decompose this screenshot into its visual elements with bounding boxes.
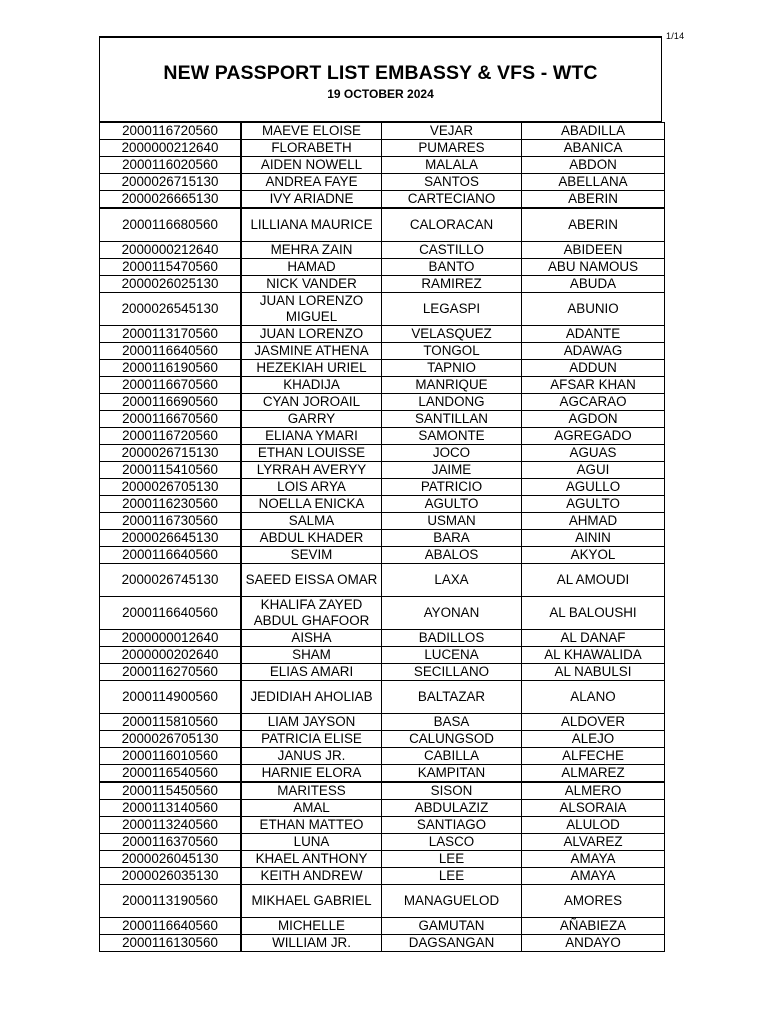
last-name-cell: AKYOL bbox=[522, 547, 665, 564]
middle-name-cell: ABALOS bbox=[382, 547, 522, 564]
table-row bbox=[100, 293, 665, 326]
table-row bbox=[100, 428, 665, 445]
passport-number-cell: 2000115470560 bbox=[100, 259, 242, 276]
last-name-cell: AGREGADO bbox=[522, 428, 665, 445]
passport-number-cell: 2000116230560 bbox=[100, 496, 242, 513]
last-name-cell: ALEJO bbox=[522, 731, 665, 748]
passport-number-cell: 2000116020560 bbox=[100, 157, 242, 174]
table-row bbox=[100, 157, 665, 174]
middle-name-cell: BARA bbox=[382, 530, 522, 547]
last-name-cell: ALMAREZ bbox=[522, 765, 665, 783]
passport-number-cell: 2000116670560 bbox=[100, 377, 242, 394]
middle-name-cell: SANTOS bbox=[382, 174, 522, 191]
passport-number-cell: 2000116730560 bbox=[100, 513, 242, 530]
first-name-cell: IVY ARIADNE bbox=[241, 191, 382, 209]
last-name-cell: ABIDEEN bbox=[522, 242, 665, 259]
first-name-cell: SEVIM bbox=[241, 547, 382, 564]
last-name-cell: ALVAREZ bbox=[522, 834, 665, 851]
table-row bbox=[100, 597, 665, 630]
middle-name-cell: DAGSANGAN bbox=[382, 935, 522, 952]
middle-name-cell: LUCENA bbox=[382, 647, 522, 664]
table-row bbox=[100, 664, 665, 681]
table-row bbox=[100, 326, 665, 343]
passport-number-cell: 2000116130560 bbox=[100, 935, 242, 952]
last-name-cell: ALSORAIA bbox=[522, 800, 665, 817]
middle-name-cell: LASCO bbox=[382, 834, 522, 851]
middle-name-cell: AGULTO bbox=[382, 496, 522, 513]
last-name-cell: ABUNIO bbox=[522, 293, 665, 326]
last-name-cell: AL AMOUDI bbox=[522, 564, 665, 597]
passport-number-cell: 2000026705130 bbox=[100, 731, 242, 748]
middle-name-cell: SAMONTE bbox=[382, 428, 522, 445]
passport-number-cell: 2000116640560 bbox=[100, 918, 242, 935]
first-name-cell: LUNA bbox=[241, 834, 382, 851]
passport-number-cell: 2000000012640 bbox=[100, 630, 242, 647]
passport-number-cell: 2000116680560 bbox=[100, 208, 242, 242]
document-title: NEW PASSPORT LIST EMBASSY & VFS - WTC bbox=[163, 62, 598, 84]
first-name-cell: ETHAN LOUISSE bbox=[241, 445, 382, 462]
first-name-cell: SALMA bbox=[241, 513, 382, 530]
page-number: 1/14 bbox=[666, 31, 685, 41]
last-name-cell: AGCARAO bbox=[522, 394, 665, 411]
table-row bbox=[100, 714, 665, 731]
first-name-cell: LYRRAH AVERYY bbox=[241, 462, 382, 479]
table-row bbox=[100, 445, 665, 462]
first-name-cell: HEZEKIAH URIEL bbox=[241, 360, 382, 377]
last-name-cell: ADAWAG bbox=[522, 343, 665, 360]
passport-number-cell: 2000113170560 bbox=[100, 326, 242, 343]
first-name-cell: NICK VANDER bbox=[241, 276, 382, 293]
first-name-cell: MEHRA ZAIN bbox=[241, 242, 382, 259]
middle-name-cell: MANRIQUE bbox=[382, 377, 522, 394]
passport-number-cell: 2000115450560 bbox=[100, 782, 242, 800]
last-name-cell: AGULTO bbox=[522, 496, 665, 513]
middle-name-cell: CALUNGSOD bbox=[382, 731, 522, 748]
middle-name-cell: LAXA bbox=[382, 564, 522, 597]
last-name-cell: AÑABIEZA bbox=[522, 918, 665, 935]
table-row bbox=[100, 343, 665, 360]
passport-number-cell: 2000116640560 bbox=[100, 597, 242, 630]
table-row bbox=[100, 918, 665, 935]
passport-number-cell: 2000116690560 bbox=[100, 394, 242, 411]
document-date: 19 OCTOBER 2024 bbox=[327, 87, 434, 101]
table-row bbox=[100, 647, 665, 664]
first-name-cell: GARRY bbox=[241, 411, 382, 428]
passport-number-cell: 2000116190560 bbox=[100, 360, 242, 377]
table-row bbox=[100, 191, 665, 209]
middle-name-cell: PUMARES bbox=[382, 140, 522, 157]
last-name-cell: ABERIN bbox=[522, 191, 665, 209]
first-name-cell: KHAEL ANTHONY bbox=[241, 851, 382, 868]
first-name-cell: ELIAS AMARI bbox=[241, 664, 382, 681]
passport-number-cell: 2000116720560 bbox=[100, 428, 242, 445]
passport-number-cell: 2000026715130 bbox=[100, 174, 242, 191]
middle-name-cell: KAMPITAN bbox=[382, 765, 522, 783]
passport-number-cell: 2000026705130 bbox=[100, 479, 242, 496]
table-row bbox=[100, 748, 665, 765]
table-row bbox=[100, 935, 665, 952]
first-name-cell: JANUS JR. bbox=[241, 748, 382, 765]
passport-list-table bbox=[99, 122, 665, 952]
first-name-cell: CYAN JOROAIL bbox=[241, 394, 382, 411]
table-row bbox=[100, 731, 665, 748]
table-row bbox=[100, 681, 665, 714]
first-name-cell: MARITESS bbox=[241, 782, 382, 800]
first-name-cell: HAMAD bbox=[241, 259, 382, 276]
last-name-cell: AGUI bbox=[522, 462, 665, 479]
first-name-cell: KEITH ANDREW bbox=[241, 868, 382, 885]
first-name-cell: PATRICIA ELISE bbox=[241, 731, 382, 748]
last-name-cell: ABERIN bbox=[522, 208, 665, 242]
middle-name-cell: BANTO bbox=[382, 259, 522, 276]
first-name-cell: SHAM bbox=[241, 647, 382, 664]
last-name-cell: AFSAR KHAN bbox=[522, 377, 665, 394]
middle-name-cell: LEE bbox=[382, 868, 522, 885]
table-row bbox=[100, 377, 665, 394]
middle-name-cell: SISON bbox=[382, 782, 522, 800]
middle-name-cell: CALORACAN bbox=[382, 208, 522, 242]
last-name-cell: AGUAS bbox=[522, 445, 665, 462]
last-name-cell: ADDUN bbox=[522, 360, 665, 377]
first-name-cell: ABDUL KHADER bbox=[241, 530, 382, 547]
first-name-cell: SAEED EISSA OMAR bbox=[241, 564, 382, 597]
first-name-cell: LILLIANA MAURICE bbox=[241, 208, 382, 242]
middle-name-cell: MALALA bbox=[382, 157, 522, 174]
passport-number-cell: 2000116640560 bbox=[100, 547, 242, 564]
passport-number-cell: 2000026545130 bbox=[100, 293, 242, 326]
table-row bbox=[100, 496, 665, 513]
passport-list-body bbox=[100, 123, 665, 952]
table-row bbox=[100, 800, 665, 817]
first-name-cell: KHALIFA ZAYED ABDUL GHAFOOR bbox=[241, 597, 382, 630]
middle-name-cell: LEE bbox=[382, 851, 522, 868]
middle-name-cell: JOCO bbox=[382, 445, 522, 462]
last-name-cell: AININ bbox=[522, 530, 665, 547]
table-row bbox=[100, 123, 665, 140]
first-name-cell: HARNIE ELORA bbox=[241, 765, 382, 783]
first-name-cell: JUAN LORENZO MIGUEL bbox=[241, 293, 382, 326]
table-row bbox=[100, 276, 665, 293]
last-name-cell: ABADILLA bbox=[522, 123, 665, 140]
middle-name-cell: GAMUTAN bbox=[382, 918, 522, 935]
middle-name-cell: CASTILLO bbox=[382, 242, 522, 259]
table-row bbox=[100, 140, 665, 157]
passport-number-cell: 2000026715130 bbox=[100, 445, 242, 462]
passport-number-cell: 2000026035130 bbox=[100, 868, 242, 885]
passport-number-cell: 2000115810560 bbox=[100, 714, 242, 731]
last-name-cell: AMAYA bbox=[522, 868, 665, 885]
middle-name-cell: SANTILLAN bbox=[382, 411, 522, 428]
passport-number-cell: 2000116720560 bbox=[100, 123, 242, 140]
passport-number-cell: 2000000202640 bbox=[100, 647, 242, 664]
first-name-cell: AIDEN NOWELL bbox=[241, 157, 382, 174]
passport-number-cell: 2000000212640 bbox=[100, 242, 242, 259]
middle-name-cell: VELASQUEZ bbox=[382, 326, 522, 343]
last-name-cell: AMAYA bbox=[522, 851, 665, 868]
last-name-cell: ABANICA bbox=[522, 140, 665, 157]
table-row bbox=[100, 259, 665, 276]
middle-name-cell: RAMIREZ bbox=[382, 276, 522, 293]
first-name-cell: LIAM JAYSON bbox=[241, 714, 382, 731]
last-name-cell: ALMERO bbox=[522, 782, 665, 800]
first-name-cell: MIKHAEL GABRIEL bbox=[241, 885, 382, 918]
table-row bbox=[100, 817, 665, 834]
passport-number-cell: 2000113140560 bbox=[100, 800, 242, 817]
passport-number-cell: 2000115410560 bbox=[100, 462, 242, 479]
middle-name-cell: SANTIAGO bbox=[382, 817, 522, 834]
last-name-cell: AGULLO bbox=[522, 479, 665, 496]
last-name-cell: AL NABULSI bbox=[522, 664, 665, 681]
table-row bbox=[100, 564, 665, 597]
table-row bbox=[100, 360, 665, 377]
last-name-cell: AL BALOUSHI bbox=[522, 597, 665, 630]
first-name-cell: JEDIDIAH AHOLIAB bbox=[241, 681, 382, 714]
table-row bbox=[100, 208, 665, 242]
middle-name-cell: TONGOL bbox=[382, 343, 522, 360]
middle-name-cell: AYONAN bbox=[382, 597, 522, 630]
passport-number-cell: 2000000212640 bbox=[100, 140, 242, 157]
middle-name-cell: JAIME bbox=[382, 462, 522, 479]
last-name-cell: ABU NAMOUS bbox=[522, 259, 665, 276]
first-name-cell: LOIS ARYA bbox=[241, 479, 382, 496]
table-row bbox=[100, 462, 665, 479]
middle-name-cell: SECILLANO bbox=[382, 664, 522, 681]
table-row bbox=[100, 765, 665, 783]
first-name-cell: JASMINE ATHENA bbox=[241, 343, 382, 360]
table-row bbox=[100, 782, 665, 800]
passport-number-cell: 2000113190560 bbox=[100, 885, 242, 918]
passport-number-cell: 2000114900560 bbox=[100, 681, 242, 714]
table-row bbox=[100, 513, 665, 530]
first-name-cell: WILLIAM JR. bbox=[241, 935, 382, 952]
middle-name-cell: MANAGUELOD bbox=[382, 885, 522, 918]
passport-number-cell: 2000026665130 bbox=[100, 191, 242, 209]
passport-number-cell: 2000116270560 bbox=[100, 664, 242, 681]
middle-name-cell: PATRICIO bbox=[382, 479, 522, 496]
first-name-cell: ANDREA FAYE bbox=[241, 174, 382, 191]
last-name-cell: AL DANAF bbox=[522, 630, 665, 647]
middle-name-cell: BASA bbox=[382, 714, 522, 731]
table-row bbox=[100, 547, 665, 564]
last-name-cell: ALANO bbox=[522, 681, 665, 714]
first-name-cell: NOELLA ENICKA bbox=[241, 496, 382, 513]
first-name-cell: MAEVE ELOISE bbox=[241, 123, 382, 140]
last-name-cell: ABELLANA bbox=[522, 174, 665, 191]
table-row bbox=[100, 868, 665, 885]
last-name-cell: AMORES bbox=[522, 885, 665, 918]
last-name-cell: ABDON bbox=[522, 157, 665, 174]
table-row bbox=[100, 530, 665, 547]
last-name-cell: AHMAD bbox=[522, 513, 665, 530]
table-row bbox=[100, 394, 665, 411]
table-row bbox=[100, 834, 665, 851]
last-name-cell: ADANTE bbox=[522, 326, 665, 343]
passport-number-cell: 2000113240560 bbox=[100, 817, 242, 834]
first-name-cell: JUAN LORENZO bbox=[241, 326, 382, 343]
last-name-cell: ALDOVER bbox=[522, 714, 665, 731]
passport-number-cell: 2000116640560 bbox=[100, 343, 242, 360]
first-name-cell: ELIANA YMARI bbox=[241, 428, 382, 445]
table-row bbox=[100, 411, 665, 428]
last-name-cell: AL KHAWALIDA bbox=[522, 647, 665, 664]
last-name-cell: ALULOD bbox=[522, 817, 665, 834]
passport-number-cell: 2000026645130 bbox=[100, 530, 242, 547]
middle-name-cell: CABILLA bbox=[382, 748, 522, 765]
first-name-cell: KHADIJA bbox=[241, 377, 382, 394]
passport-number-cell: 2000026745130 bbox=[100, 564, 242, 597]
passport-number-cell: 2000116370560 bbox=[100, 834, 242, 851]
first-name-cell: AISHA bbox=[241, 630, 382, 647]
last-name-cell: ABUDA bbox=[522, 276, 665, 293]
first-name-cell: ETHAN MATTEO bbox=[241, 817, 382, 834]
middle-name-cell: LEGASPI bbox=[382, 293, 522, 326]
table-row bbox=[100, 885, 665, 918]
middle-name-cell: CARTECIANO bbox=[382, 191, 522, 209]
passport-number-cell: 2000116540560 bbox=[100, 765, 242, 783]
table-row bbox=[100, 174, 665, 191]
passport-number-cell: 2000026045130 bbox=[100, 851, 242, 868]
passport-number-cell: 2000026025130 bbox=[100, 276, 242, 293]
document-header bbox=[99, 36, 662, 122]
table-row bbox=[100, 851, 665, 868]
middle-name-cell: USMAN bbox=[382, 513, 522, 530]
first-name-cell: FLORABETH bbox=[241, 140, 382, 157]
middle-name-cell: LANDONG bbox=[382, 394, 522, 411]
first-name-cell: AMAL bbox=[241, 800, 382, 817]
last-name-cell: ALFECHE bbox=[522, 748, 665, 765]
middle-name-cell: ABDULAZIZ bbox=[382, 800, 522, 817]
last-name-cell: ANDAYO bbox=[522, 935, 665, 952]
table-row bbox=[100, 479, 665, 496]
table-row bbox=[100, 242, 665, 259]
last-name-cell: AGDON bbox=[522, 411, 665, 428]
passport-number-cell: 2000116010560 bbox=[100, 748, 242, 765]
passport-number-cell: 2000116670560 bbox=[100, 411, 242, 428]
table-row bbox=[100, 630, 665, 647]
middle-name-cell: VEJAR bbox=[382, 123, 522, 140]
middle-name-cell: BADILLOS bbox=[382, 630, 522, 647]
middle-name-cell: TAPNIO bbox=[382, 360, 522, 377]
middle-name-cell: BALTAZAR bbox=[382, 681, 522, 714]
first-name-cell: MICHELLE bbox=[241, 918, 382, 935]
